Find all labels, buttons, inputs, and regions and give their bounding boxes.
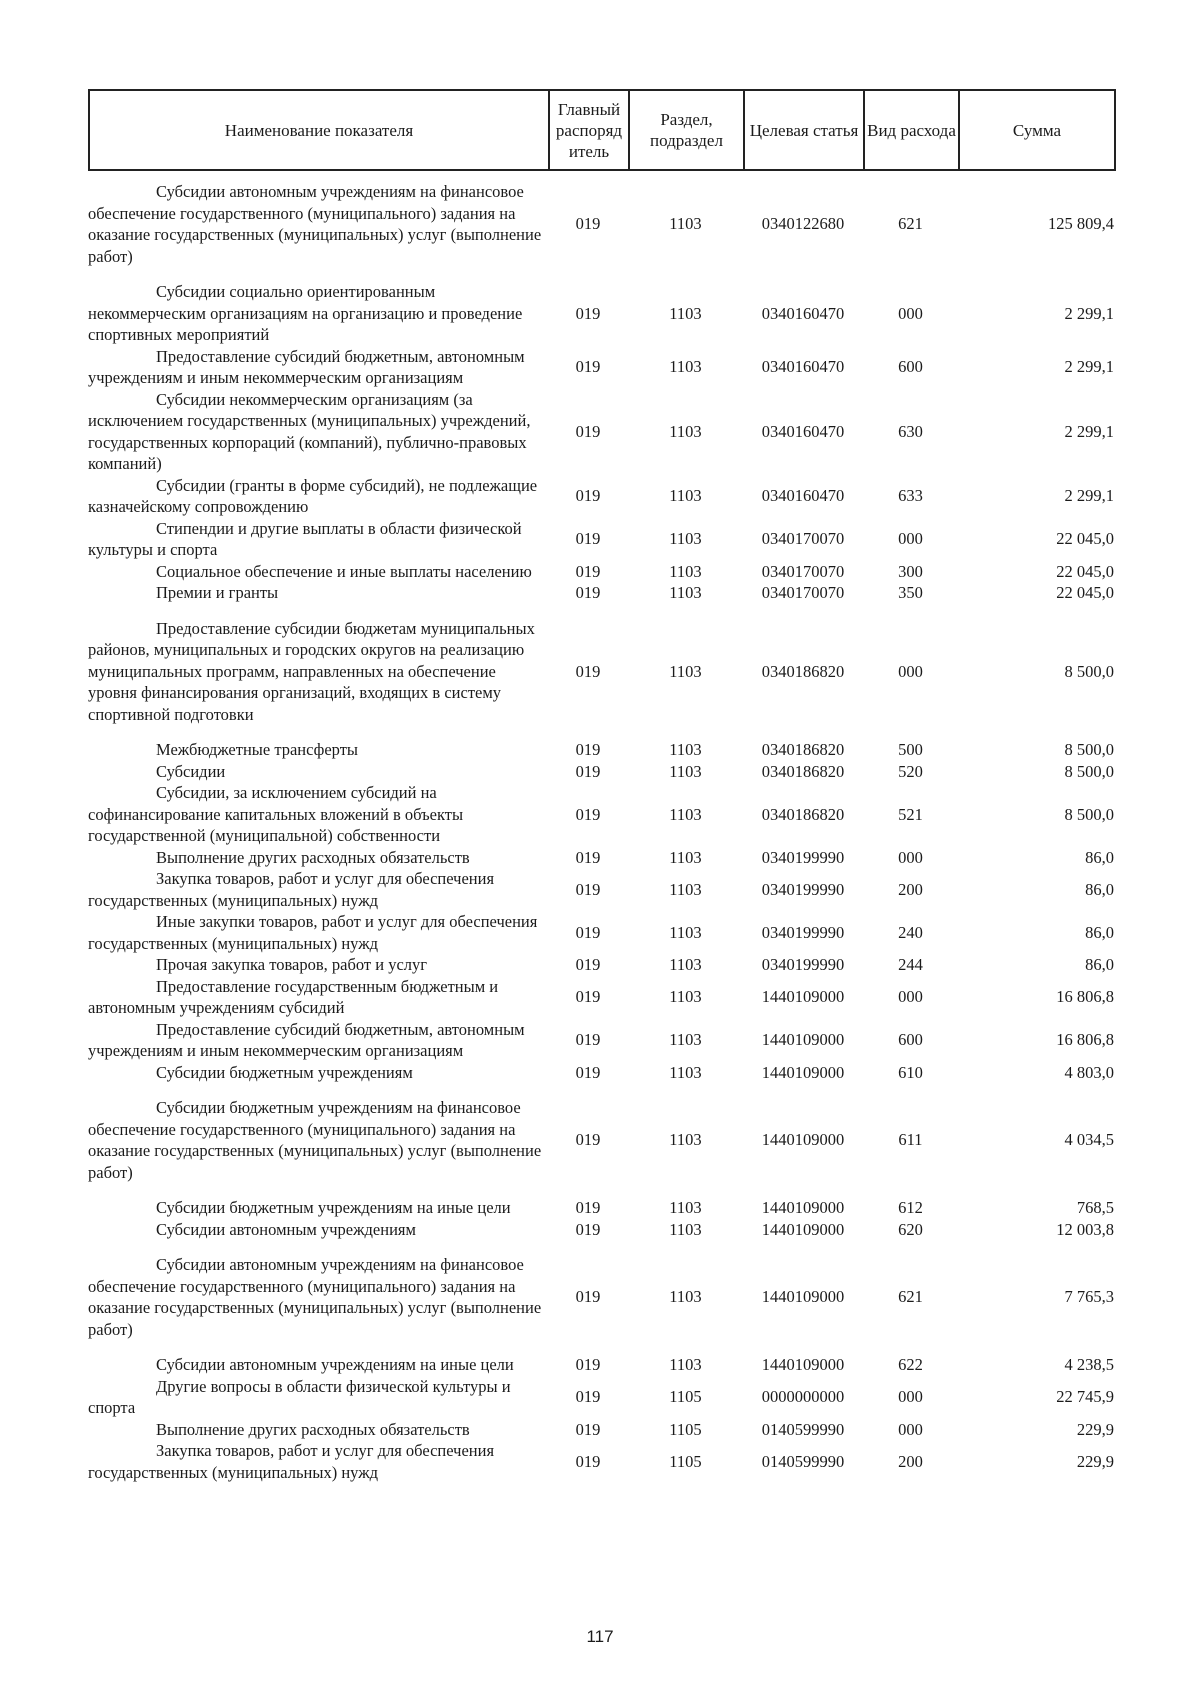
row-expense-type: 500 xyxy=(898,740,923,759)
row-main-manager: 019 xyxy=(575,486,601,506)
row-target-article: 1440109000 xyxy=(761,1030,845,1050)
row-expense-type: 000 xyxy=(898,529,923,549)
header-sum: Сумма xyxy=(959,90,1115,170)
row-sum: 8 500,0 xyxy=(1064,804,1114,824)
row-name: Субсидии социально ориентированным некоммерческим организациям на организацию и проведение спортивных мероприятий xyxy=(88,282,523,344)
row-sum: 7 765,3 xyxy=(1064,1287,1114,1307)
row-section: 1103 xyxy=(669,761,702,781)
row-sum: 86,0 xyxy=(1085,922,1114,942)
row-target-article: 0340199990 xyxy=(761,955,845,974)
row-expense-type: 244 xyxy=(898,955,923,974)
row-section: 1103 xyxy=(669,1355,702,1374)
row-section: 1103 xyxy=(669,561,702,581)
row-expense-type: 000 xyxy=(898,1387,923,1407)
page-number: 117 xyxy=(586,1627,614,1646)
row-section: 1103 xyxy=(669,804,702,824)
row-expense-type: 600 xyxy=(898,1030,923,1050)
row-expense-type: 611 xyxy=(898,1130,923,1150)
row-main-manager: 019 xyxy=(575,421,601,441)
table-row xyxy=(88,561,1114,583)
row-target-article: 0140599990 xyxy=(761,1419,845,1439)
row-section: 1103 xyxy=(669,1198,702,1217)
header-target-article: Целевая статья xyxy=(744,90,864,170)
row-main-manager: 019 xyxy=(575,761,601,781)
row-target-article: 0340160470 xyxy=(761,357,845,377)
row-expense-type: 620 xyxy=(898,1219,923,1239)
row-sum: 768,5 xyxy=(1076,1198,1114,1217)
row-section: 1103 xyxy=(669,922,702,942)
row-target-article: 1440109000 xyxy=(761,1062,845,1082)
table-row xyxy=(88,618,1114,740)
row-name: Закупка товаров, работ и услуг для обеспечения государственных (муниципальных) нужд xyxy=(88,869,495,910)
row-expense-type: 630 xyxy=(898,421,923,441)
row-main-manager: 019 xyxy=(575,1387,601,1407)
table-row xyxy=(88,1376,1114,1419)
row-sum: 125 809,4 xyxy=(1048,214,1114,234)
row-main-manager: 019 xyxy=(575,1062,601,1082)
row-section: 1103 xyxy=(669,1062,702,1082)
table-row xyxy=(88,1354,1114,1376)
row-name: Субсидии автономным учреждениям на иные цели xyxy=(156,1355,514,1374)
budget-page xyxy=(88,89,1114,1483)
row-expense-type: 000 xyxy=(898,987,923,1007)
row-target-article: 0140599990 xyxy=(761,1451,845,1471)
row-sum: 16 806,8 xyxy=(1056,987,1114,1007)
row-expense-type: 000 xyxy=(898,847,923,867)
row-main-manager: 019 xyxy=(575,1198,601,1217)
row-section: 1103 xyxy=(669,214,702,234)
header-expense-type: Вид расхода xyxy=(864,90,959,170)
row-section: 1103 xyxy=(669,987,702,1007)
table-row xyxy=(88,976,1114,1019)
row-main-manager: 019 xyxy=(575,1419,601,1439)
row-sum: 22 045,0 xyxy=(1056,583,1114,602)
row-section: 1103 xyxy=(669,847,702,867)
table-row xyxy=(88,1019,1114,1062)
row-main-manager: 019 xyxy=(575,661,601,681)
table-row xyxy=(88,281,1114,346)
row-name: Стипендии и другие выплаты в области физической культуры и спорта xyxy=(88,518,522,559)
row-main-manager: 019 xyxy=(575,740,601,759)
row-section: 1103 xyxy=(669,661,702,681)
row-section: 1103 xyxy=(669,486,702,506)
row-section: 1103 xyxy=(669,357,702,377)
row-section: 1103 xyxy=(669,1219,702,1239)
row-main-manager: 019 xyxy=(575,303,601,323)
row-section: 1103 xyxy=(669,583,702,602)
row-section: 1103 xyxy=(669,1130,702,1150)
row-expense-type: 622 xyxy=(898,1355,923,1374)
table-row xyxy=(88,782,1114,847)
row-sum: 8 500,0 xyxy=(1064,761,1114,781)
header-section: Раздел, подраздел xyxy=(629,90,744,170)
table-row xyxy=(88,346,1114,389)
row-main-manager: 019 xyxy=(575,922,601,942)
table-row xyxy=(88,868,1114,911)
table-row xyxy=(88,1219,1114,1255)
row-expense-type: 000 xyxy=(898,1419,923,1439)
row-name: Предоставление государственным бюджетным и автономным учреждениям субсидий xyxy=(88,976,499,1017)
table-row xyxy=(88,911,1114,954)
row-main-manager: 019 xyxy=(575,529,601,549)
data-table xyxy=(88,181,1114,1483)
row-target-article: 0340186820 xyxy=(761,804,845,824)
row-expense-type: 300 xyxy=(898,561,923,581)
row-main-manager: 019 xyxy=(575,955,601,974)
row-target-article: 1440109000 xyxy=(761,987,845,1007)
row-section: 1105 xyxy=(669,1387,702,1407)
table-row xyxy=(88,475,1114,518)
row-expense-type: 610 xyxy=(898,1062,923,1082)
row-sum: 22 045,0 xyxy=(1056,561,1114,581)
row-sum: 86,0 xyxy=(1085,879,1114,899)
row-name: Субсидии автономным учреждениям на финансовое обеспечение государственного (муниципального) задания на оказание государственных (муниципальных) услуг (выполнение работ) xyxy=(88,182,542,266)
row-name: Субсидии бюджетным учреждениям на финансовое обеспечение государственного (муниципального) задания на оказание государственных (муниципальных) услуг (выполнение работ) xyxy=(88,1098,542,1182)
row-expense-type: 521 xyxy=(898,804,923,824)
row-name: Премии и гранты xyxy=(156,583,279,602)
row-name: Субсидии некоммерческим организациям (за исключением государственных (муниципальных) учреждений, государственных корпораций (компаний), публично-правовых компаний) xyxy=(88,389,531,473)
row-section: 1103 xyxy=(669,303,702,323)
table-row xyxy=(88,1440,1114,1483)
row-name: Выполнение других расходных обязательств xyxy=(156,847,470,867)
table-row xyxy=(88,518,1114,561)
row-name: Субсидии бюджетным учреждениям на иные цели xyxy=(156,1198,511,1217)
row-sum: 86,0 xyxy=(1085,847,1114,867)
row-target-article: 0000000000 xyxy=(761,1387,845,1407)
row-target-article: 1440109000 xyxy=(761,1198,845,1217)
table-row xyxy=(88,1097,1114,1197)
row-main-manager: 019 xyxy=(575,804,601,824)
row-name: Субсидии автономным учреждениям на финансовое обеспечение государственного (муниципального) задания на оказание государственных (муниципальных) услуг (выполнение работ) xyxy=(88,1255,542,1339)
row-sum: 8 500,0 xyxy=(1064,661,1114,681)
row-main-manager: 019 xyxy=(575,357,601,377)
row-target-article: 0340160470 xyxy=(761,421,845,441)
table-row xyxy=(88,389,1114,475)
row-name: Предоставление субсидий бюджетным, автономным учреждениям и иным некоммерческим организациям xyxy=(88,346,525,387)
row-name: Субсидии бюджетным учреждениям xyxy=(156,1062,413,1082)
table-row xyxy=(88,954,1114,976)
row-section: 1103 xyxy=(669,740,702,759)
table-body xyxy=(88,181,1114,1483)
row-main-manager: 019 xyxy=(575,1219,601,1239)
row-target-article: 0340160470 xyxy=(761,486,845,506)
header-main-manager: Главный распоряд итель xyxy=(549,90,629,170)
row-sum: 8 500,0 xyxy=(1064,740,1114,759)
row-name: Субсидии (гранты в форме субсидий), не подлежащие казначейскому сопровождению xyxy=(88,475,538,516)
row-expense-type: 200 xyxy=(898,879,923,899)
row-name: Социальное обеспечение и иные выплаты населению xyxy=(156,561,532,581)
row-target-article: 0340186820 xyxy=(761,740,845,759)
row-sum: 4 803,0 xyxy=(1064,1062,1114,1082)
row-name: Прочая закупка товаров, работ и услуг xyxy=(156,955,428,974)
table-row xyxy=(88,847,1114,869)
row-main-manager: 019 xyxy=(575,1030,601,1050)
row-target-article: 1440109000 xyxy=(761,1130,845,1150)
row-name: Субсидии автономным учреждениям xyxy=(156,1219,416,1239)
row-expense-type: 240 xyxy=(898,922,923,942)
row-section: 1105 xyxy=(669,1419,702,1439)
row-main-manager: 019 xyxy=(575,1355,601,1374)
row-target-article: 0340170070 xyxy=(761,583,845,602)
table-row xyxy=(88,1254,1114,1354)
row-section: 1103 xyxy=(669,421,702,441)
row-target-article: 0340122680 xyxy=(761,214,845,234)
row-name: Субсидии, за исключением субсидий на софинансирование капитальных вложений в объекты государственной (муниципальной) собственности xyxy=(88,783,464,845)
row-sum: 22 745,9 xyxy=(1056,1387,1114,1407)
row-expense-type: 200 xyxy=(898,1451,923,1471)
row-section: 1103 xyxy=(669,1030,702,1050)
row-expense-type: 621 xyxy=(898,214,923,234)
row-expense-type: 612 xyxy=(898,1198,923,1217)
row-main-manager: 019 xyxy=(575,214,601,234)
row-expense-type: 350 xyxy=(898,583,923,602)
table-row xyxy=(88,181,1114,281)
row-name: Другие вопросы в области физической культуры и спорта xyxy=(88,1376,511,1417)
header-name: Наименование показателя xyxy=(89,90,549,170)
row-section: 1105 xyxy=(669,1451,702,1471)
row-sum: 2 299,1 xyxy=(1064,486,1114,506)
row-expense-type: 600 xyxy=(898,357,923,377)
row-name: Иные закупки товаров, работ и услуг для обеспечения государственных (муниципальных) нужд xyxy=(88,912,538,953)
row-main-manager: 019 xyxy=(575,583,601,602)
row-main-manager: 019 xyxy=(575,1130,601,1150)
row-sum: 12 003,8 xyxy=(1056,1219,1114,1239)
row-sum: 4 034,5 xyxy=(1064,1130,1114,1150)
row-target-article: 1440109000 xyxy=(761,1287,845,1307)
row-target-article: 0340199990 xyxy=(761,879,845,899)
table-row xyxy=(88,1419,1114,1441)
row-expense-type: 000 xyxy=(898,303,923,323)
row-sum: 229,9 xyxy=(1076,1419,1114,1439)
row-sum: 86,0 xyxy=(1085,955,1114,974)
row-expense-type: 000 xyxy=(898,661,923,681)
row-main-manager: 019 xyxy=(575,847,601,867)
row-sum: 22 045,0 xyxy=(1056,529,1114,549)
row-name: Выполнение других расходных обязательств xyxy=(156,1419,470,1439)
table-row xyxy=(88,761,1114,783)
row-target-article: 0340199990 xyxy=(761,922,845,942)
row-target-article: 0340186820 xyxy=(761,661,845,681)
row-expense-type: 633 xyxy=(898,486,923,506)
row-sum: 2 299,1 xyxy=(1064,421,1114,441)
row-section: 1103 xyxy=(669,529,702,549)
row-name: Межбюджетные трансферты xyxy=(156,740,359,759)
row-target-article: 0340170070 xyxy=(761,529,845,549)
row-section: 1103 xyxy=(669,1287,702,1307)
row-target-article: 0340160470 xyxy=(761,303,845,323)
row-sum: 16 806,8 xyxy=(1056,1030,1114,1050)
table-row xyxy=(88,1197,1114,1219)
table-header xyxy=(88,89,1116,171)
row-sum: 2 299,1 xyxy=(1064,303,1114,323)
row-expense-type: 520 xyxy=(898,761,923,781)
row-section: 1103 xyxy=(669,955,702,974)
row-sum: 4 238,5 xyxy=(1064,1355,1114,1374)
row-target-article: 1440109000 xyxy=(761,1219,845,1239)
row-name: Предоставление субсидии бюджетам муниципальных районов, муниципальных и городских округов на реализацию муниципальных программ, направленных на обеспечение уровня финансирования организаций, входящих в систему спортивной подготовки xyxy=(88,618,535,724)
row-target-article: 0340199990 xyxy=(761,847,845,867)
row-name: Закупка товаров, работ и услуг для обеспечения государственных (муниципальных) нужд xyxy=(88,1441,495,1482)
row-expense-type: 621 xyxy=(898,1287,923,1307)
row-main-manager: 019 xyxy=(575,561,601,581)
row-main-manager: 019 xyxy=(575,1287,601,1307)
row-sum: 2 299,1 xyxy=(1064,357,1114,377)
row-target-article: 0340170070 xyxy=(761,561,845,581)
table-row xyxy=(88,739,1114,761)
row-target-article: 0340186820 xyxy=(761,761,845,781)
row-sum: 229,9 xyxy=(1076,1451,1114,1471)
row-main-manager: 019 xyxy=(575,987,601,1007)
row-main-manager: 019 xyxy=(575,879,601,899)
table-row xyxy=(88,582,1114,618)
row-name: Предоставление субсидий бюджетным, автономным учреждениям и иным некоммерческим организациям xyxy=(88,1019,525,1060)
table-row xyxy=(88,1062,1114,1098)
row-main-manager: 019 xyxy=(575,1451,601,1471)
row-section: 1103 xyxy=(669,879,702,899)
row-target-article: 1440109000 xyxy=(761,1355,845,1374)
row-name: Субсидии xyxy=(156,761,226,781)
